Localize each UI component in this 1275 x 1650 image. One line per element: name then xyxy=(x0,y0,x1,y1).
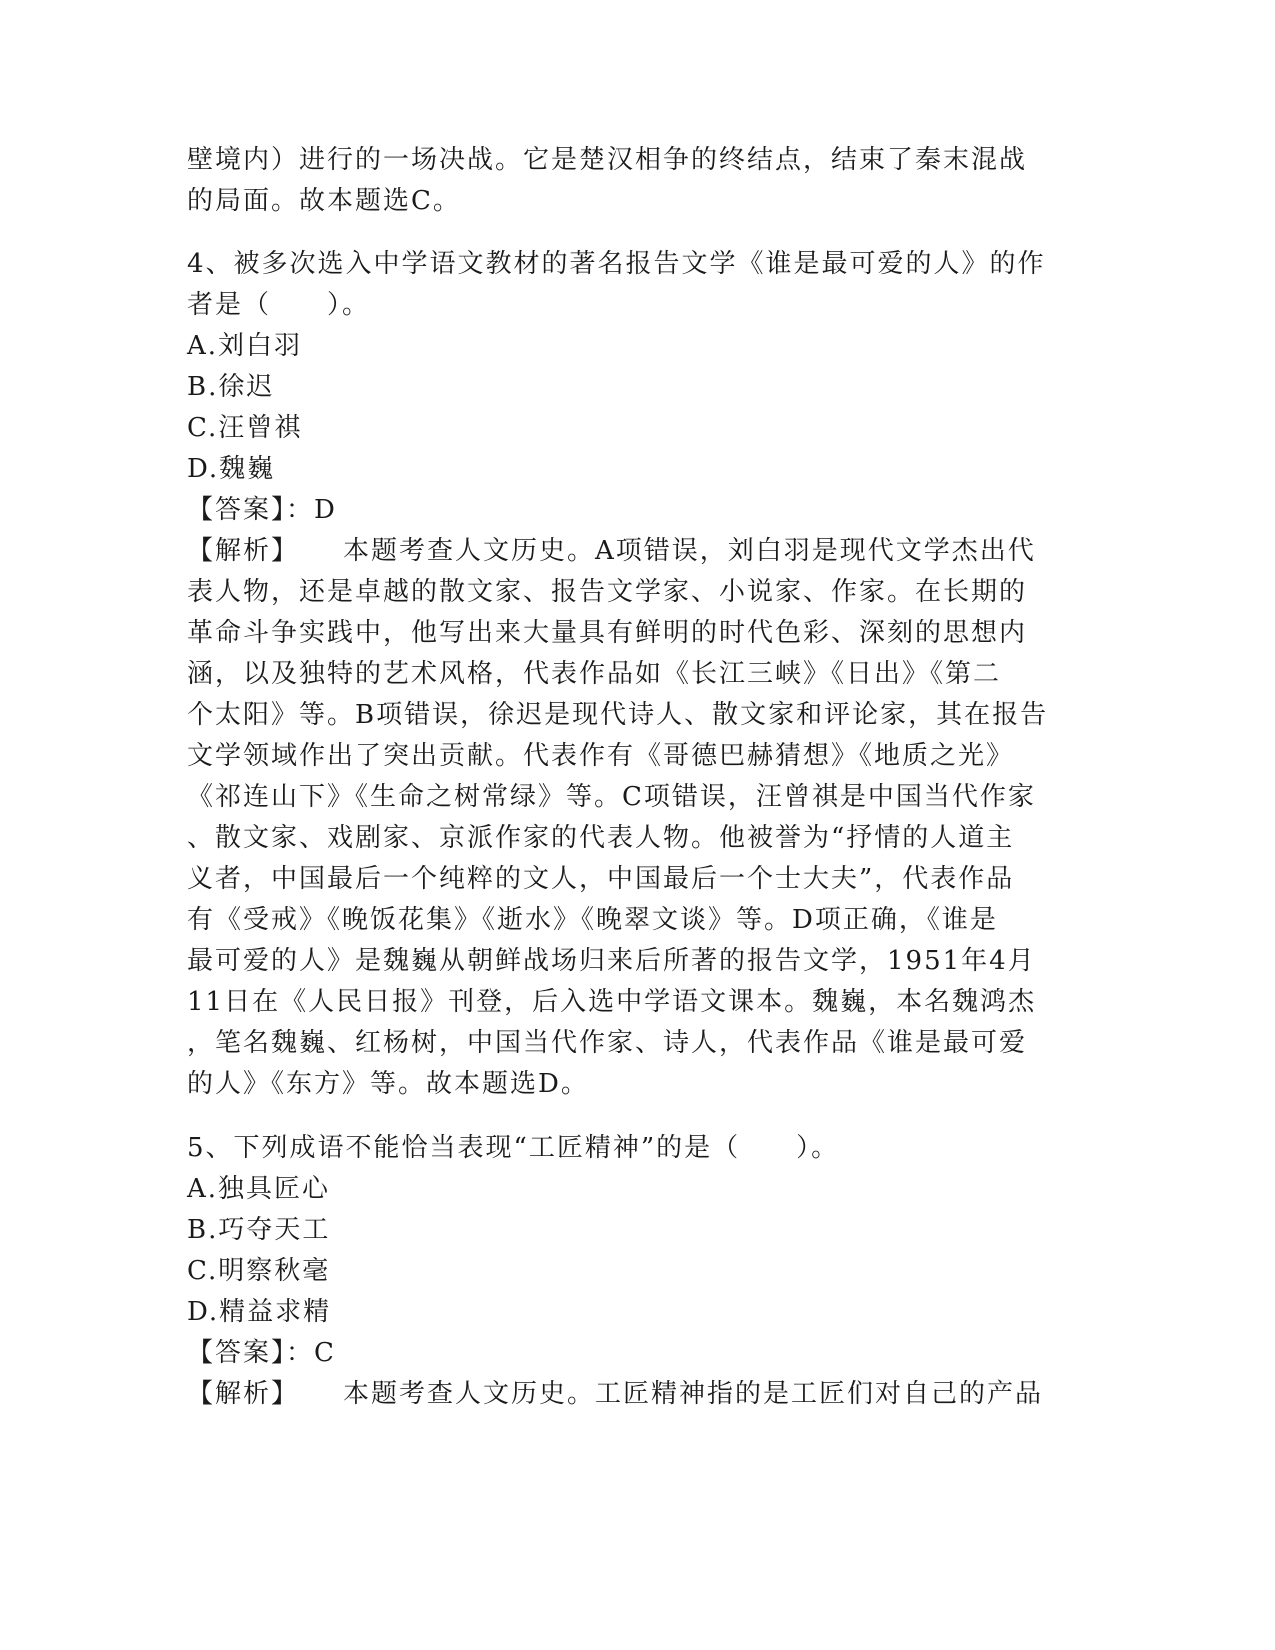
question-4-analysis-line: 、散文家、戏剧家、京派作家的代表人物。他被誉为“抒情的人道主 xyxy=(187,823,1015,853)
question-5-option-c: C.明察秋毫 xyxy=(187,1256,331,1286)
question-4-analysis-line: ，笔名魏巍、红杨树，中国当代作家、诗人，代表作品《谁是最可爱 xyxy=(187,1028,1028,1058)
question-4-analysis-line xyxy=(187,533,1067,569)
question-4-analysis-line: 最可爱的人》是魏巍从朝鲜战场归来后所著的报告文学，1951年4月 xyxy=(187,946,1036,976)
answer-label: 【答案】 xyxy=(187,495,287,525)
question-4-option-b: B.徐迟 xyxy=(187,372,275,402)
question-4-stem: 4、被多次选入中学语文教材的著名报告文学《谁是最可爱的人》的作 xyxy=(187,249,1046,279)
answer-label: 【答案】 xyxy=(187,1338,287,1368)
question-4-analysis-line: 涵，以及独特的艺术风格，代表作品如《长江三峡》《日出》《第二 xyxy=(187,659,1002,689)
question-4-analysis-line: 表人物，还是卓越的散文家、报告文学家、小说家、作家。在长期的 xyxy=(187,577,1028,607)
question-5-answer xyxy=(187,1335,1067,1371)
answer-value: ：C xyxy=(286,1338,336,1368)
question-4-analysis-line: 《祁连山下》《生命之树常绿》等。C项错误，汪曾祺是中国当代作家 xyxy=(187,782,1036,812)
analysis-text: 本题考查人文历史。A项错误，刘白羽是现代文学杰出代 xyxy=(343,536,1036,566)
question-5-option-d: D.精益求精 xyxy=(187,1297,332,1327)
question-4-option-d: D.魏巍 xyxy=(187,454,276,484)
answer-value: ：D xyxy=(286,495,337,525)
analysis-label: 【解析】 xyxy=(187,536,300,566)
question-4-option-a: A.刘白羽 xyxy=(187,331,303,361)
question-4-analysis-line: 11日在《人民日报》刊登，后入选中学语文课本。魏巍，本名魏鸿杰 xyxy=(187,987,1037,1017)
question-4-analysis-line: 个太阳》等。B项错误，徐迟是现代诗人、散文家和评论家，其在报告 xyxy=(187,700,1049,730)
analysis-text: 本题考查人文历史。工匠精神指的是工匠们对自己的产品 xyxy=(343,1379,1044,1409)
prev-answer-line: 的局面。故本题选C。 xyxy=(187,186,461,216)
question-5-stem: 5、下列成语不能恰当表现“工匠精神”的是（ ）。 xyxy=(187,1133,840,1163)
question-4-answer xyxy=(187,492,1067,528)
question-4-stem: 者是（ ）。 xyxy=(187,290,371,320)
question-4-analysis-line: 革命斗争实践中，他写出来大量具有鲜明的时代色彩、深刻的思想内 xyxy=(187,618,1028,648)
analysis-label: 【解析】 xyxy=(187,1379,300,1409)
question-4-analysis-line: 有《受戒》《晚饭花集》《逝水》《晚翠文谈》等。D项正确，《谁是 xyxy=(187,905,998,935)
question-5-analysis-line xyxy=(187,1376,1067,1412)
question-4-analysis-line: 文学领域作出了突出贡献。代表作有《哥德巴赫猜想》《地质之光》 xyxy=(187,741,1015,771)
question-5-option-b: B.巧夺天工 xyxy=(187,1215,331,1245)
question-4-option-c: C.汪曾祺 xyxy=(187,413,303,443)
question-4-analysis-line: 的人》《东方》等。故本题选D。 xyxy=(187,1069,589,1099)
prev-answer-line: 壁境内）进行的一场决战。它是楚汉相争的终结点，结束了秦末混战 xyxy=(187,145,1028,175)
question-5-option-a: A.独具匠心 xyxy=(187,1174,331,1204)
question-4-analysis-line: 义者，中国最后一个纯粹的文人，中国最后一个士大夫”，代表作品 xyxy=(187,864,1015,894)
